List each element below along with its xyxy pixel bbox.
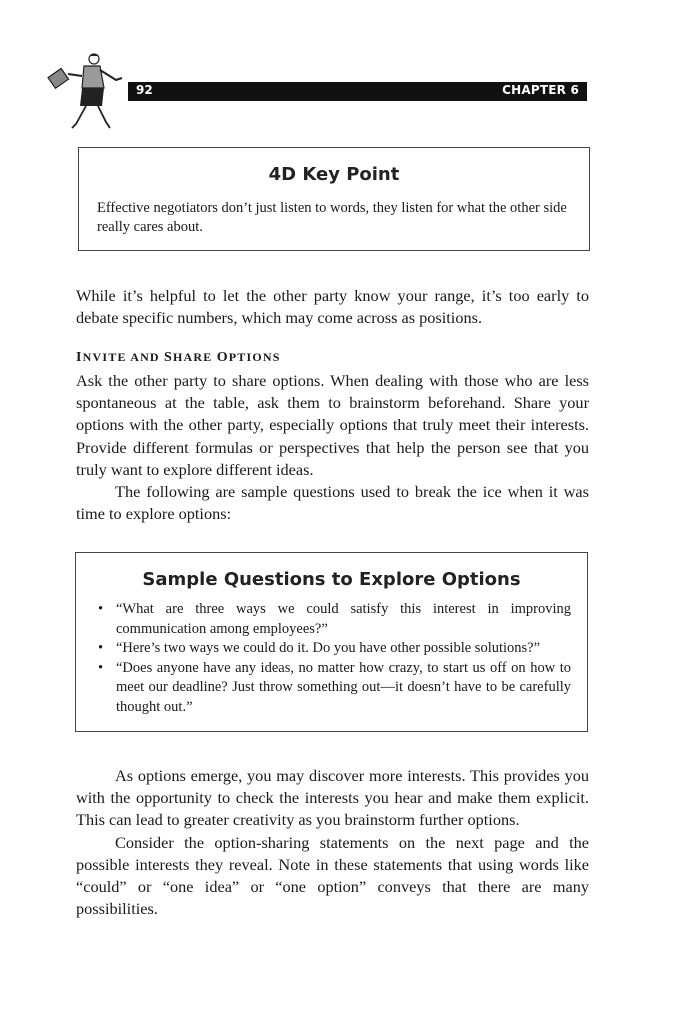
page-number: 92: [136, 83, 153, 97]
section-heading: INVITE AND SHARE OPTIONS: [76, 350, 281, 365]
key-point-title: 4D Key Point: [268, 164, 400, 185]
closing-body: [76, 765, 589, 920]
chapter-header-bar: [128, 82, 587, 101]
bullet-icon: •: [98, 601, 104, 617]
key-point-text: Effective negotiators don’t just listen to words, they listen for what the other side really cares about.: [97, 200, 567, 235]
section-body: [76, 370, 589, 525]
bullet-icon: •: [98, 640, 104, 656]
section-paragraph-1: Ask the other party to share options. When dealing with those who are less spontaneous at the table, ask them to brainstorm beforehand. Share your options with the other party, especially options that truly meet their interests. Provide different formulas or perspectives that help the person see that you truly want to explore different ideas.: [76, 371, 589, 479]
sample-questions-title: Sample Questions to Explore Options: [142, 569, 521, 590]
closing-paragraph-1: As options emerge, you may discover more interests. This provides you with the opportunity to check the interests you hear and make them explicit. This can lead to greater creativity as you brainstorm further options.: [76, 766, 589, 830]
question-text: “Does anyone have any ideas, no matter how crazy, to start us off on how to meet our deadline? Just throw something out—it doesn’t have to be carefully thought out.”: [116, 659, 571, 715]
list-item: [98, 600, 571, 639]
key-point-box: [78, 147, 590, 251]
question-text: “What are three ways we could satisfy this interest in improving communication among employees?”: [116, 601, 571, 637]
chapter-label: CHAPTER 6: [502, 83, 579, 97]
list-item: [98, 639, 571, 659]
bullet-icon: •: [98, 659, 104, 676]
list-item: [98, 659, 571, 718]
question-text: “Here’s two ways we could do it. Do you have other possible solutions?”: [116, 640, 541, 656]
sample-questions-box: [75, 552, 588, 732]
sample-questions-list: [76, 600, 587, 717]
intro-paragraph-text: While it’s helpful to let the other party know your range, it’s too early to debate specific numbers, which may come across as positions.: [76, 286, 589, 328]
section-paragraph-2: The following are sample questions used to break the ice when it was time to explore options:: [76, 482, 589, 524]
intro-paragraph: [76, 285, 589, 329]
closing-paragraph-2: Consider the option-sharing statements on the next page and the possible interests they reveal. Note in these statements that using words like “could” or “one idea” or “one option” conveys that there are many possibilities.: [76, 832, 589, 919]
businesswoman-icon: [44, 46, 132, 134]
